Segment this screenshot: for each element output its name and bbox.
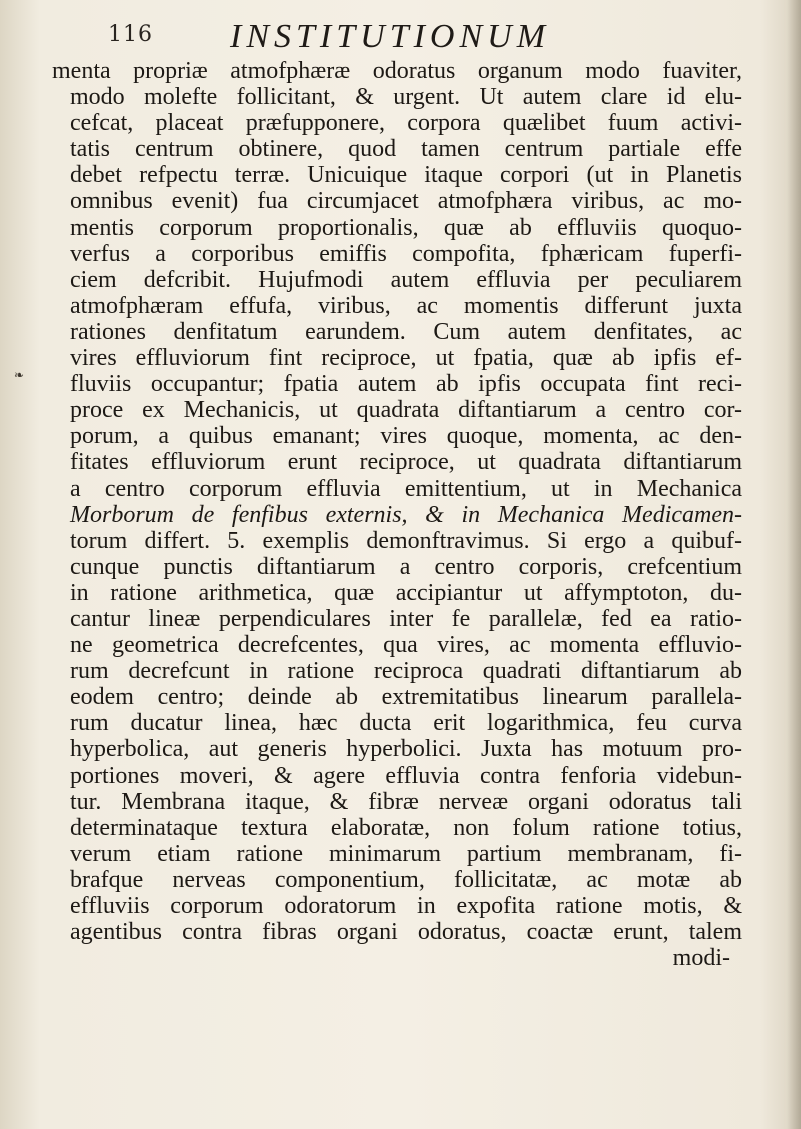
page-number: 116 <box>108 22 153 47</box>
text-line: fluviis occupantur; fpatia autem ab ipfis occupata fint reci- <box>70 371 742 398</box>
text-line: fitates effluviorum erunt reciproce, ut quadrata diftantiarum <box>70 449 742 476</box>
catchword: modi- <box>672 945 730 972</box>
text-line: torum differt. 5. exemplis demonftravimus. Si ergo a quibuf- <box>70 527 742 554</box>
text-line: brafque nerveas componentium, follicitatæ, ac motæ ab <box>70 866 742 893</box>
text-line: rationes denfitatum earundem. Cum autem denfitates, ac <box>70 318 742 345</box>
text-line: portiones moveri, & agere effluvia contra fenforia videbun- <box>70 762 742 789</box>
text-line: Morborum de fenfibus externis, & in Mechanica Medicamen- <box>70 501 742 528</box>
text-line: modo molefte follicitant, & urgent. Ut autem clare id elu- <box>70 84 742 111</box>
text-line: ciem defcribit. Hujufmodi autem effluvia per peculiarem <box>70 266 742 293</box>
text-line: eodem centro; deinde ab extremitatibus linearum parallela- <box>70 684 742 711</box>
text-line: omnibus evenit) fua circumjacet atmofphæra viribus, ac mo- <box>70 188 742 215</box>
text-line: debet refpectu terræ. Unicuique itaque corpori (ut in Planetis <box>70 162 742 189</box>
running-head: INSTITUTIONUM <box>230 18 551 55</box>
text-line: agentibus contra fibras organi odoratus, coactæ erunt, talem <box>70 919 742 946</box>
text-line: tatis centrum obtinere, quod tamen centrum partiale effe <box>70 136 742 163</box>
text-line: a centro corporum effluvia emittentium, ut in Mechanica <box>70 475 742 502</box>
body-text <box>52 58 742 971</box>
page-edge-shadow <box>787 0 801 1129</box>
page-header <box>40 18 760 58</box>
text-line: menta propriæ atmofphæræ odoratus organum modo fuaviter, <box>52 58 742 84</box>
text-line: verum etiam ratione minimarum partium membranam, fi- <box>70 840 742 867</box>
text-line: proce ex Mechanicis, ut quadrata diftantiarum a centro cor- <box>70 397 742 424</box>
text-line: tur. Membrana itaque, & fibræ nerveæ organi odoratus tali <box>70 788 742 815</box>
text-line: verfus a corporibus emiffis compofita, fphæricam fuperfi- <box>70 240 742 267</box>
text-line: cefcat, placeat præfupponere, corpora quælibet fuum activi- <box>70 110 742 137</box>
text-line: determinataque textura elaboratæ, non folum ratione totius, <box>70 814 742 841</box>
text-line: cunque punctis diftantiarum a centro corporis, crefcentium <box>70 553 742 580</box>
text-line: hyperbolica, aut generis hyperbolici. Juxta has motuum pro- <box>70 736 742 763</box>
text-line: rum decrefcunt in ratione reciproca quadrati diftantiarum ab <box>70 658 742 685</box>
text-line: vires effluviorum fint reciproce, ut fpatia, quæ ab ipfis ef- <box>70 345 742 372</box>
text-line: atmofphæram effufa, viribus, ac momentis differunt juxta <box>70 292 742 319</box>
text-line: rum ducatur linea, hæc ducta erit logarithmica, feu curva <box>70 710 742 737</box>
text-line: cantur lineæ perpendiculares inter fe parallelæ, fed ea ratio- <box>70 605 742 632</box>
text-line: effluviis corporum odoratorum in expofita ratione motis, & <box>70 893 742 919</box>
text-line: porum, a quibus emanant; vires quoque, momenta, ac den- <box>70 423 742 450</box>
text-line: in ratione arithmetica, quæ accipiantur ut affymptoton, du- <box>70 579 742 606</box>
text-line: ne geometrica decrefcentes, qua vires, ac momenta effluvio- <box>70 632 742 659</box>
margin-ornament-icon: ❧ <box>14 368 25 382</box>
text-line: mentis corporum proportionalis, quæ ab effluviis quoquo- <box>70 214 742 241</box>
